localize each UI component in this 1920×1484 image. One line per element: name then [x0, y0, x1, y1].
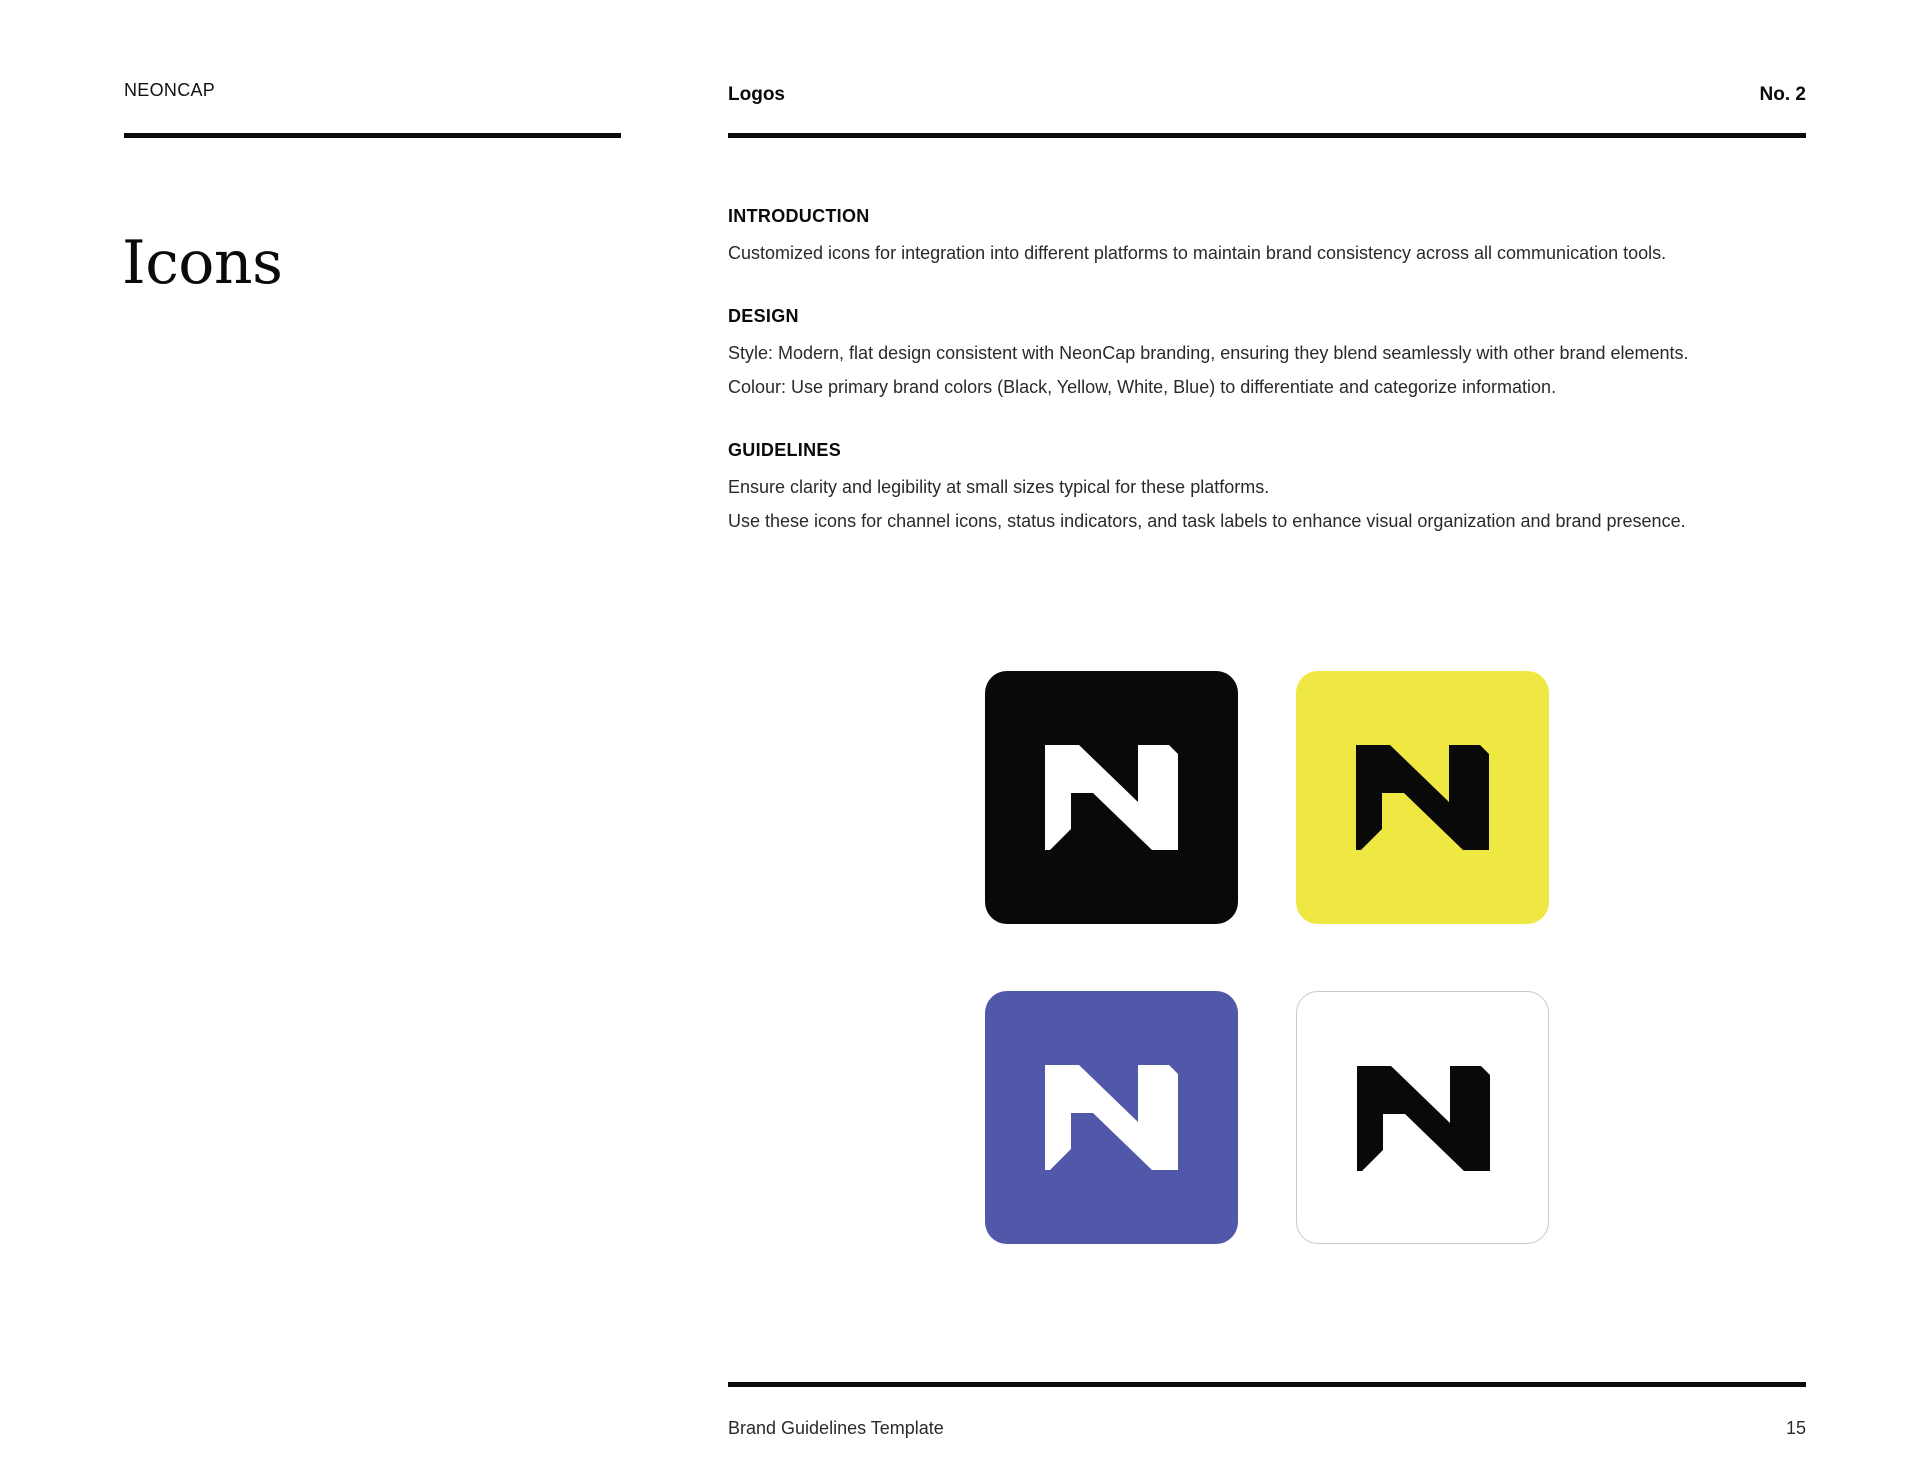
design-heading: DESIGN	[728, 306, 799, 326]
content-column	[728, 206, 1818, 574]
guidelines-usage-text: Use these icons for channel icons, status indicators, and task labels to enhance visual organization and brand presence.	[728, 511, 1686, 531]
n-logo-icon	[1356, 745, 1489, 850]
guidelines-heading: GUIDELINES	[728, 440, 842, 460]
icon-grid	[985, 671, 1549, 1245]
n-logo-icon	[1045, 1065, 1178, 1170]
n-logo-icon	[1357, 1066, 1490, 1171]
header-divider-right	[728, 133, 1806, 138]
icon-tile-black	[985, 671, 1238, 924]
brand-name: NEONCAP	[124, 80, 216, 100]
footer-page-number: 15	[1785, 1418, 1806, 1438]
footer-doc-title: Brand Guidelines Template	[728, 1418, 944, 1438]
header-divider-left	[124, 133, 621, 138]
footer-divider	[728, 1382, 1806, 1387]
n-logo-icon	[1045, 745, 1178, 850]
guidelines-block	[728, 440, 1818, 538]
section-label: Logos	[728, 84, 785, 105]
section-number: No. 2	[1759, 84, 1806, 105]
design-colour-text: Colour: Use primary brand colors (Black, Yellow, White, Blue) to differentiate and categorize information.	[728, 377, 1557, 397]
guidelines-clarity-text: Ensure clarity and legibility at small sizes typical for these platforms.	[728, 477, 1270, 497]
introduction-text: Customized icons for integration into different platforms to maintain brand consistency across all communication tools.	[728, 243, 1667, 263]
introduction-block	[728, 206, 1818, 270]
icon-tile-white	[1296, 991, 1549, 1244]
introduction-heading: INTRODUCTION	[728, 206, 870, 226]
icon-tile-yellow	[1296, 671, 1549, 924]
design-style-text: Style: Modern, flat design consistent with NeonCap branding, ensuring they blend seamlessly with other brand elements.	[728, 343, 1689, 363]
page-title: Icons	[122, 228, 283, 299]
icon-tile-blue	[985, 991, 1238, 1244]
design-block	[728, 306, 1818, 404]
